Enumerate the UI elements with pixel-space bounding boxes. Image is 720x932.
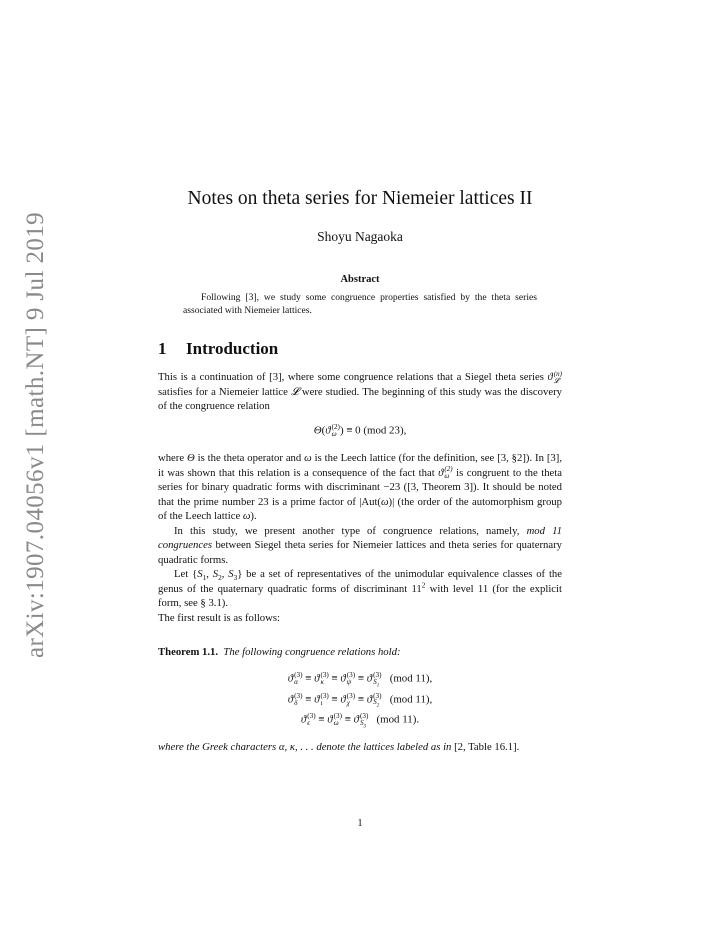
math-theta-L: ϑ (n) 𝓛 — [547, 369, 562, 385]
page-number: 1 — [357, 818, 363, 829]
math-theta-omega: ϑ (2) ω — [438, 465, 453, 481]
section-number: 1 — [158, 339, 167, 358]
intro-text: In this study, we present another type of congruence relations, namely, — [174, 524, 527, 537]
arxiv-id-text: arXiv:1907.04056v1 [math.NT] 9 Jul 2019 — [22, 211, 49, 659]
mod-label: (mod 11) — [389, 693, 430, 706]
section-title: Introduction — [186, 339, 279, 358]
intro-paragraph-5: The first result is as follows: — [158, 611, 280, 624]
math-L: 𝓛 — [291, 385, 299, 398]
math-omega: ω — [380, 495, 389, 508]
exponent: 2 — [421, 580, 426, 589]
intro-text: with level 11 (for the explicit form, see § 3.1). — [158, 582, 562, 609]
theorem-statement: The following congruence relations hold: — [223, 646, 401, 658]
intro-text: )| (the order of the automorphism group of the Leech lattice — [158, 495, 562, 522]
emphasis-mod-11: mod 11 congruences — [158, 524, 562, 551]
abstract-text: Following [3], we study some congruence properties satisfied by the theta series associated with Niemeier lattices. — [183, 292, 537, 316]
math-omega: ω — [242, 510, 251, 522]
congruence-row-2: ϑ (3) δ ≡ ϑ (3) ι ≡ ϑ (3) χ ≡ ϑ (3) $S_2$ (mod 11), — [287, 691, 433, 709]
theorem-label: Theorem 1.1. — [158, 646, 219, 658]
math-omega: ω — [304, 452, 312, 464]
congruence-row-3: ϑ (3) ϵ ≡ ϑ (3) ω ≡ ϑ (3) $S_3$ (mod 11). — [300, 712, 420, 730]
equation-tail: ≡ 0 (mod 23), — [346, 424, 407, 437]
intro-text: is the Leech lattice (for the definition, see [3, §2]). In [3], it was shown that this relation is a consequence of the fact that — [158, 452, 562, 479]
intro-text: were studied. The beginning of this study was the discovery of the congruence relation — [158, 385, 562, 412]
intro-text: satisfies for a Niemeier lattice — [158, 385, 291, 398]
intro-text: ). — [250, 510, 257, 522]
math-Theta: Θ — [187, 452, 195, 464]
abstract-body — [183, 292, 537, 317]
intro-paragraph-2: where Θ is the theta operator and ω is the Leech lattice (for the definition, see [3, §2]). In [3], it was shown that this relation is a consequence of the fact that ϑ (2) ω is congruent to the theta series for binary quadratic forms with discriminant −23 ([3, Theorem 3]). It should be noted that the prime number 23 is a prime factor of |Aut(ω)| (the order of the automorphism group of the Leech lattice ω). In this study, we present another type of congruence relations, namely, mod 11 congruences between Siegel theta series for Niemeier lattices and theta series for quaternary quadratic forms. Let {$S_1$, $S_2$, $S_3$} be a set of representatives of the unimodular equivalence classes of the genus of the quaternary quadratic forms of discriminant $11^2$ with level 11 (for the explicit form, see § 3.1). The first result is as follows: — [158, 452, 563, 624]
paper-title: Notes on theta series for Niemeier lattices II — [187, 188, 533, 209]
intro-text: This is a continuation of [3], where some congruence relations that a Siegel theta series — [158, 371, 548, 383]
congruence-row-1: ϑ (3) α ≡ ϑ (3) κ ≡ ϑ (3) ψ ≡ ϑ (3) $S_1$ (mod 11), — [287, 671, 433, 689]
intro-text: is congruent to the theta series for binary quadratic forms with discriminant −23 ([3, Theorem 3]). It should be noted that the prime number 23 is a prime factor of |Aut( — [158, 466, 562, 508]
intro-text: where — [158, 452, 188, 464]
math-S-set: S — [197, 568, 203, 580]
author-name: Shoyu Nagaoka — [317, 229, 403, 244]
mod-label: (mod 11) — [376, 713, 417, 726]
theorem-where-clause — [158, 740, 562, 755]
intro-text: between Siegel theta series for Niemeier lattices and theta series for quaternary quadratic forms. — [158, 539, 562, 566]
intro-text: } be a set of representatives of the unimodular equivalence classes of the genus of the quaternary quadratic forms of discriminant 11 — [158, 568, 563, 595]
theorem-header — [158, 646, 562, 658]
math-Theta: Θ — [313, 424, 322, 437]
intro-paragraph-1 — [158, 370, 562, 414]
where-text: where the Greek characters α, κ, . . . denote the lattices labeled as in — [158, 741, 455, 753]
intro-text: is the theta operator and — [194, 452, 305, 464]
section-heading — [158, 339, 278, 359]
equation-theta-operator: Θ(ϑ (2) ω ) ≡ 0 (mod 23), — [313, 423, 407, 438]
where-reference: [2, Table 16.1]. — [454, 741, 520, 753]
mod-label: (mod 11) — [389, 672, 430, 685]
intro-text: Let { — [174, 568, 198, 580]
abstract-heading: Abstract — [340, 274, 380, 285]
theorem-equations — [0, 672, 720, 734]
